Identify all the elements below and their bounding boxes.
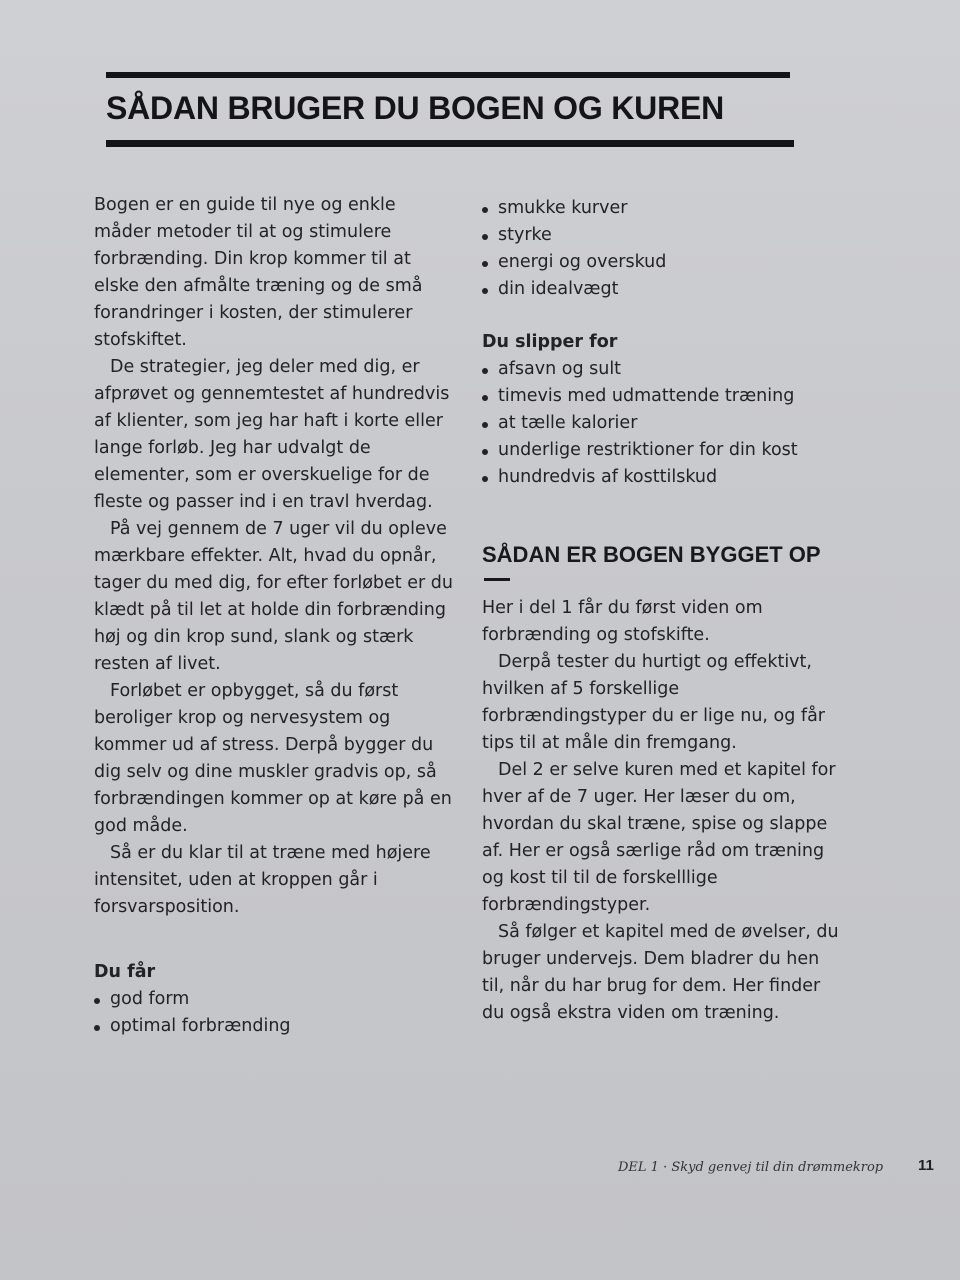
paragraph: Derpå tester du hurtigt og effektivt, hvilken af 5 forskellige forbrændingstyper du er lige nu, og får tips til at måle din fremgang. xyxy=(482,652,825,753)
right-column xyxy=(482,195,842,1027)
bullet-icon xyxy=(94,1025,100,1031)
list-item: smukke kurver xyxy=(482,195,842,222)
bullet-icon xyxy=(482,234,488,240)
list-item: optimal forbrænding xyxy=(94,1013,454,1040)
list-item: at tælle kalorier xyxy=(482,410,842,437)
section-dash xyxy=(484,578,510,581)
list-item: afsavn og sult xyxy=(482,356,842,383)
bullet-icon xyxy=(482,288,488,294)
du-faar-list xyxy=(94,986,454,1040)
list-item: hundredvis af kosttilskud xyxy=(482,464,842,491)
list-item: god form xyxy=(94,986,454,1013)
paragraph: Så følger et kapitel med de øvelser, du bruger undervejs. Dem bladrer du hen til, når du har brug for dem. Her finder du også ekstra viden om træning. xyxy=(482,922,839,1023)
bullet-icon xyxy=(482,422,488,428)
du-slipper-list xyxy=(482,356,842,491)
continued-list xyxy=(482,195,842,303)
running-footer: DEL 1 · Skyd genvej til din drømmekrop xyxy=(618,1160,884,1175)
paragraph: Så er du klar til at træne med højere intensitet, uden at kroppen går i forsvarsposition. xyxy=(94,843,431,917)
list-item: energi og overskud xyxy=(482,249,842,276)
bullet-icon xyxy=(94,998,100,1004)
bullet-icon xyxy=(482,261,488,267)
paragraph: Bogen er en guide til nye og enkle måder metoder til at og stimulere forbrænding. Din krop kommer til at elske den afmålte træning og de små forandringer i kosten, der stimulerer stofskiftet. xyxy=(94,195,423,350)
list-item: timevis med udmattende træning xyxy=(482,383,842,410)
bullet-icon xyxy=(482,476,488,482)
list-item: styrke xyxy=(482,222,842,249)
list-item: underlige restriktioner for din kost xyxy=(482,437,842,464)
page-number: 11 xyxy=(918,1157,934,1174)
paragraph: Her i del 1 får du først viden om forbrænding og stofskifte. xyxy=(482,598,763,645)
heading-top-rule xyxy=(106,72,790,78)
list-item: din idealvægt xyxy=(482,276,842,303)
bullet-icon xyxy=(482,395,488,401)
du-slipper-subheading: Du slipper for xyxy=(482,332,618,352)
page-heading: SÅDAN BRUGER DU BOGEN OG KUREN xyxy=(106,90,725,126)
paragraph: De strategier, jeg deler med dig, er afprøvet og gennemtestet af hundredvis af klienter, som jeg har haft i korte eller lange forløb. Jeg har udvalgt de elementer, som er overskuelige for de fleste og passer ind i en travl hverdag. xyxy=(94,357,450,512)
left-column xyxy=(94,192,454,1040)
du-faar-subheading: Du får xyxy=(94,962,156,982)
bullet-icon xyxy=(482,207,488,213)
bullet-icon xyxy=(482,368,488,374)
paragraph: Forløbet er opbygget, så du først beroliger krop og nervesystem og kommer ud af stress. Derpå bygger du dig selv og dine muskler gradvis op, så forbrændingen kommer op at køre på en god måde. xyxy=(94,681,452,836)
paragraph: Del 2 er selve kuren med et kapitel for hver af de 7 uger. Her læser du om, hvordan du skal træne, spise og slappe af. Her er også særlige råd om træning og kost til til de forskelllige forbrændingstyper. xyxy=(482,760,836,915)
heading-bottom-rule xyxy=(106,140,794,147)
paragraph: På vej gennem de 7 uger vil du opleve mærkbare effekter. Alt, hvad du opnår, tager du med dig, for efter forløbet er du klædt på til let at holde din forbrænding høj og din krop sund, slank og stærk resten af livet. xyxy=(94,519,453,674)
bullet-icon xyxy=(482,449,488,455)
section-heading: SÅDAN ER BOGEN BYGGET OP xyxy=(482,542,821,567)
